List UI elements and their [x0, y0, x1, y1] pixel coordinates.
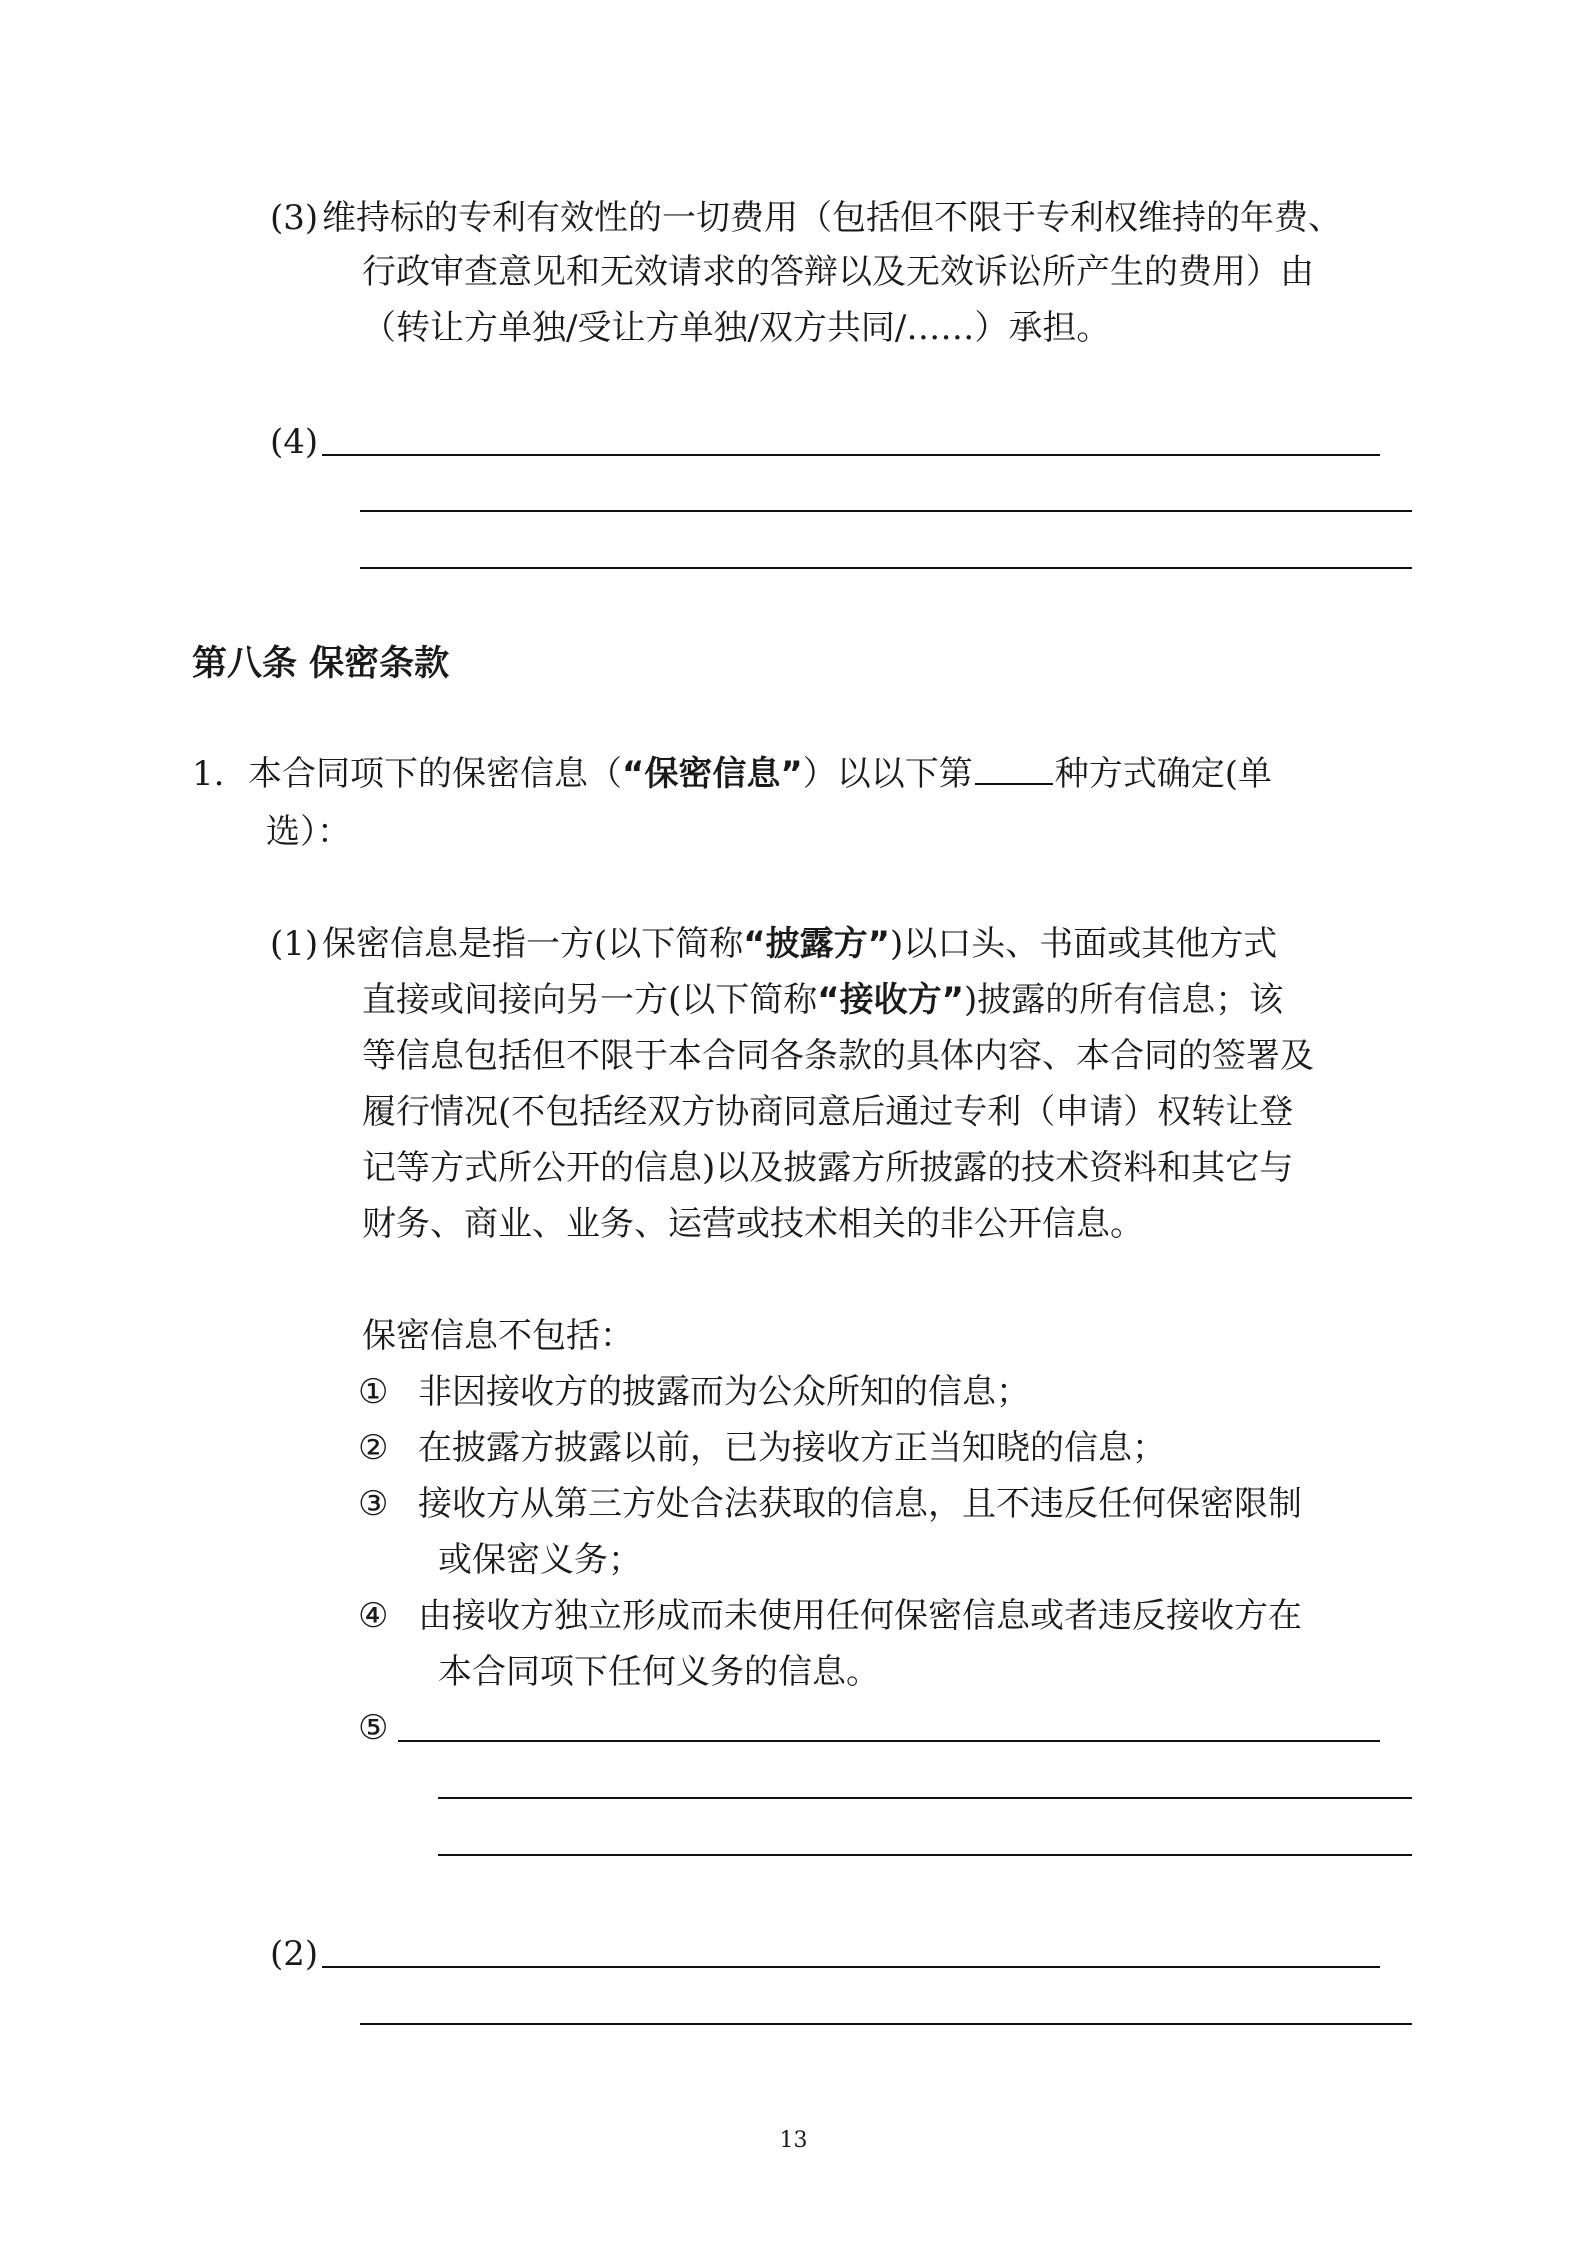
exclusion-mark: ② [358, 1428, 389, 1468]
exclusion-mark: ④ [358, 1596, 389, 1636]
fill-in-line [322, 454, 1380, 456]
page-number: 13 [779, 2128, 808, 2153]
exclusion-mark: ⑤ [358, 1708, 389, 1748]
option1-term-receiving-party: “接收方” [817, 980, 964, 1020]
fill-in-line [438, 1797, 1412, 1799]
option1-line2-text-a: 直接或间接向另一方(以下简称 [362, 980, 818, 1020]
option1-line2 [362, 972, 1283, 1028]
para1-text-a: 本合同项下的保密信息（ [248, 754, 622, 794]
option1-line1-text-a: 保密信息是指一方(以下简称 [322, 924, 744, 964]
fill-in-line [360, 2023, 1412, 2025]
option1-term-disclosing-party: “披露方” [743, 924, 890, 964]
option1-line4: 履行情况(不包括经双方协商同意后通过专利（申请）权转让登 [362, 1092, 1294, 1132]
fill-in-line [360, 567, 1412, 569]
option1-line2-text-b: )披露的所有信息；该 [963, 980, 1284, 1020]
clause7-item3-line3: （转让方单独/受让方单独/双方共同/……）承担。 [362, 308, 1111, 348]
clause7-item3-line2: 行政审查意见和无效请求的答辩以及无效诉讼所产生的费用）由 [362, 252, 1314, 292]
exclusion-item-continued: 或保密义务； [438, 1540, 642, 1580]
fill-in-line [360, 510, 1412, 512]
exclusions-intro: 保密信息不包括： [362, 1316, 634, 1356]
option1-line1-text-b: )以口头、书面或其他方式 [889, 924, 1278, 964]
option1-line5: 记等方式所公开的信息)以及披露方所披露的技术资料和其它与 [362, 1148, 1294, 1188]
choice-blank [975, 753, 1053, 785]
para1-number: 1. [192, 754, 225, 794]
clause7-item3-line1: 维持标的专利有效性的一切费用（包括但不限于专利权维持的年费、 [322, 198, 1342, 238]
exclusion-item: 接收方从第三方处合法获取的信息，且不违反任何保密限制 [418, 1484, 1302, 1524]
fill-in-line [438, 1854, 1412, 1856]
para1-term: “保密信息” [622, 754, 803, 794]
article8-heading: 第八条 保密条款 [192, 644, 450, 684]
para1-text-c: 种方式确定(单 [1054, 754, 1272, 794]
exclusion-item: 在披露方披露以前，已为接收方正当知晓的信息； [418, 1428, 1166, 1468]
exclusion-item: 由接收方独立形成而未使用任何保密信息或者违反接收方在 [418, 1596, 1302, 1636]
exclusion-mark: ③ [358, 1484, 389, 1524]
fill-in-line [398, 1740, 1380, 1742]
para1-text-b: ）以以下第 [802, 754, 973, 794]
exclusion-mark: ① [358, 1372, 389, 1412]
clause7-item4-number: (4) [270, 422, 319, 462]
option1-line1 [322, 916, 1277, 972]
para1-line1 [248, 746, 1272, 802]
option1-line6: 财务、商业、业务、运营或技术相关的非公开信息。 [362, 1204, 1144, 1244]
clause7-item3-number: (3) [270, 198, 319, 238]
option1-line3: 等信息包括但不限于本合同各条款的具体内容、本合同的签署及 [362, 1036, 1314, 1076]
exclusion-item: 非因接收方的披露而为公众所知的信息； [418, 1372, 1030, 1412]
fill-in-line [322, 1966, 1380, 1968]
option1-number: (1) [270, 924, 319, 964]
exclusion-item-continued: 本合同项下任何义务的信息。 [438, 1652, 880, 1692]
para1-line2: 选）： [266, 812, 351, 852]
option2-number: (2) [270, 1934, 319, 1974]
